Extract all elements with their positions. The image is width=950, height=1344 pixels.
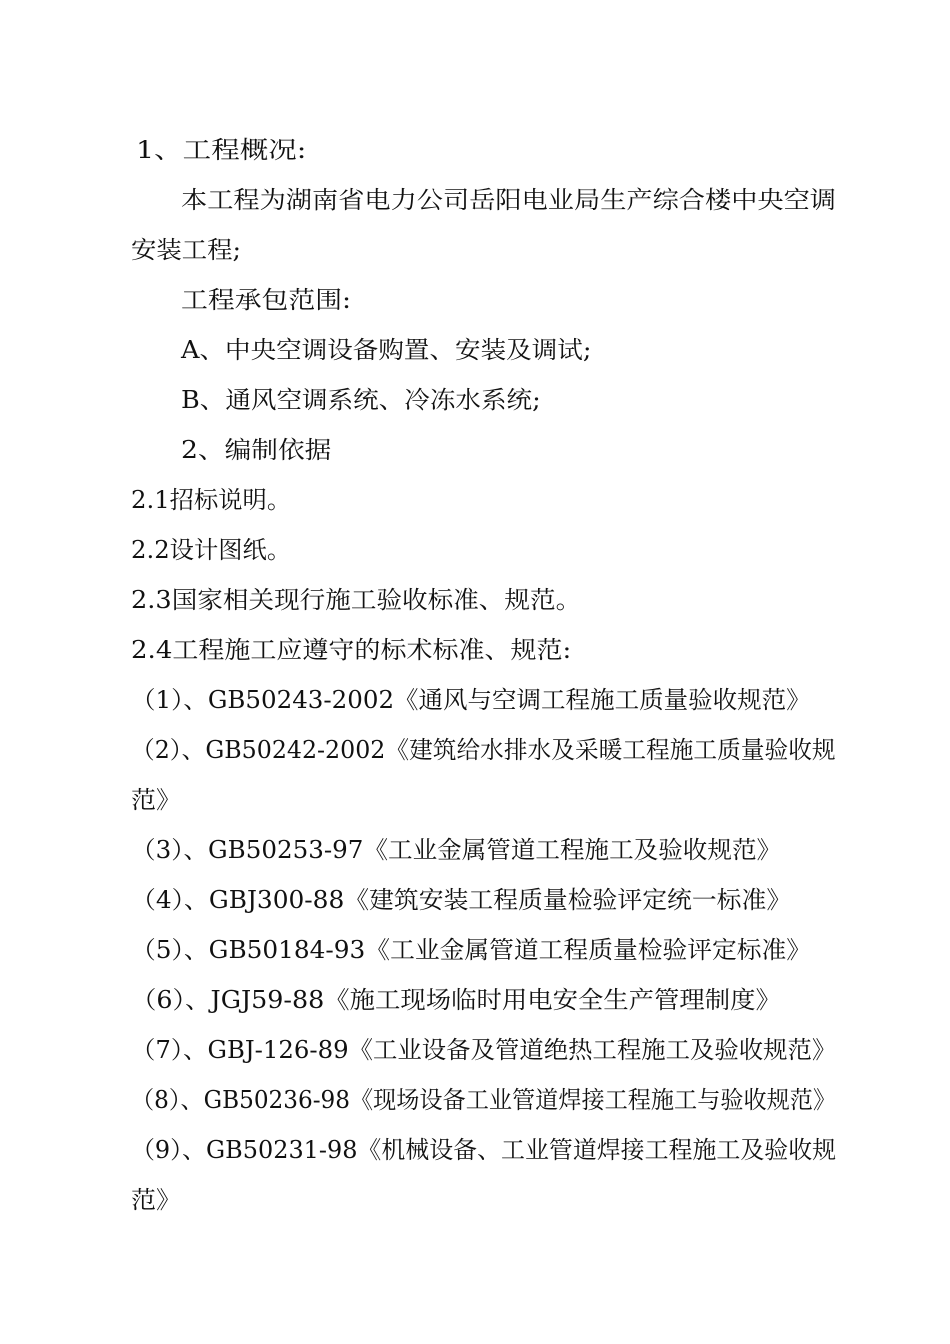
standard-item: （4）、GBJ300-88《建筑安装工程质量检验评定统一标准》 [131,886,792,914]
standard-item: （1）、GB50243-2002《通风与空调工程施工质量验收规范》 [131,686,811,714]
scope-item: B、通风空调系统、冷冻水系统; [181,386,541,414]
basis-item: 2.2设计图纸。 [131,536,292,564]
standard-item: （5）、GB50184-93《工业金属管道工程质量检验评定标准》 [131,936,812,964]
standard-item: （7）、GBJ-126-89《工业设备及管道绝热工程施工及验收规范》 [131,1036,837,1064]
standard-item: （8）、GB50236-98《现场设备工业管道焊接工程施工与验收规范》 [131,1086,837,1114]
standard-item: （3）、GB50253-97《工业金属管道工程施工及验收规范》 [131,836,782,864]
standard-item: （6）、JGJ59-88《施工现场临时用电安全生产管理制度》 [131,986,781,1014]
scope-item: A、中央空调设备购置、安装及调试; [181,336,592,364]
section-heading-basis: 2、编制依据 [181,436,332,464]
paragraph-line: 工程承包范围: [181,286,352,314]
basis-item: 2.3国家相关现行施工验收标准、规范。 [131,586,582,614]
paragraph-line: 本工程为湖南省电力公司岳阳电业局生产综合楼中央空调 [181,186,836,214]
standard-item: （2）、GB50242-2002《建筑给水排水及采暖工程施工质量验收规 [131,736,836,764]
standard-item-continuation: 范》 [131,1186,181,1214]
basis-item: 2.1招标说明。 [131,486,292,514]
section-heading-overview: 1、工程概况: [136,136,307,164]
basis-item: 2.4工程施工应遵守的标术标准、规范: [131,636,572,664]
standard-item-continuation: 范》 [131,786,181,814]
paragraph-line: 安装工程; [131,236,242,264]
standard-item: （9）、GB50231-98《机械设备、工业管道焊接工程施工及验收规 [131,1136,837,1164]
